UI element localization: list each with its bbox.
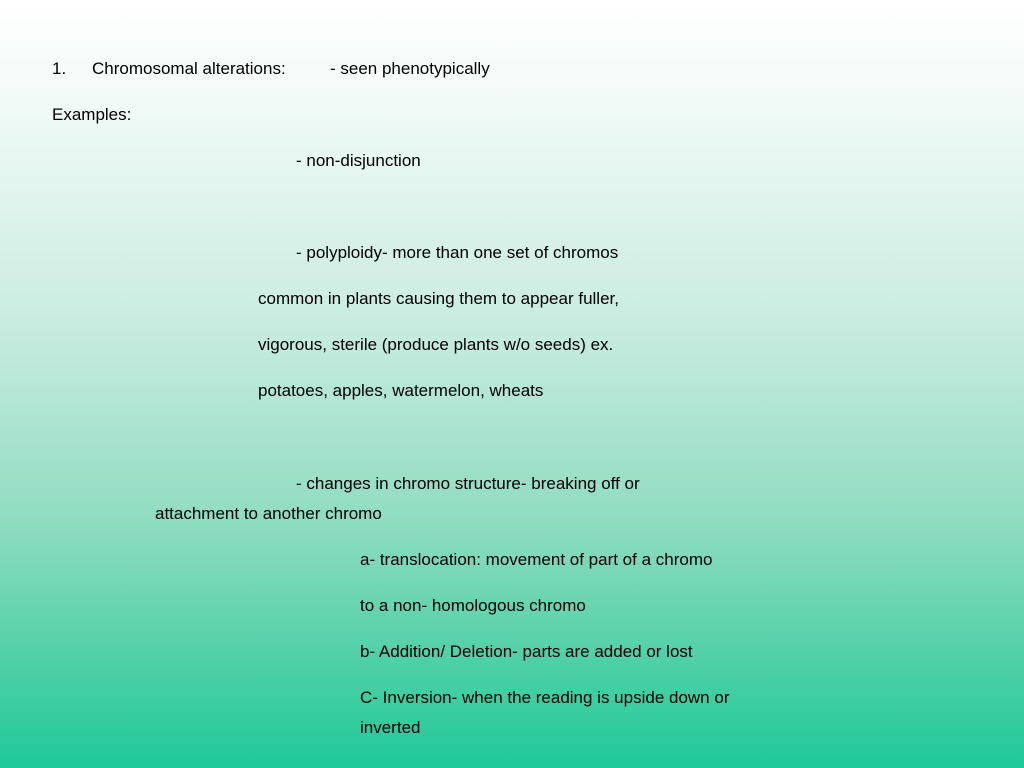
translocation-line-1: a- translocation: movement of part of a chromo bbox=[360, 550, 713, 569]
polyploidy-line-4: potatoes, apples, watermelon, wheats bbox=[258, 381, 544, 400]
chromosomal-alterations-heading: Chromosomal alterations: bbox=[92, 59, 286, 78]
translocation-line-2: to a non- homologous chromo bbox=[360, 596, 586, 615]
polyploidy-line-2: common in plants causing them to appear fuller, bbox=[258, 289, 619, 308]
heading-note: - seen phenotypically bbox=[330, 59, 490, 78]
list-number: 1. bbox=[52, 59, 67, 78]
structure-changes-line-1: - changes in chromo structure- breaking off or bbox=[296, 474, 640, 493]
addition-deletion-line: b- Addition/ Deletion- parts are added or lost bbox=[360, 642, 693, 661]
polyploidy-line-1: - polyploidy- more than one set of chromos bbox=[296, 243, 619, 262]
nondisjunction-line: - non-disjunction bbox=[296, 151, 421, 170]
examples-label: Examples: bbox=[52, 105, 132, 124]
structure-changes-line-2: attachment to another chromo bbox=[155, 504, 382, 523]
inversion-line-2: inverted bbox=[360, 718, 421, 737]
polyploidy-line-3: vigorous, sterile (produce plants w/o seeds) ex. bbox=[258, 335, 614, 354]
inversion-line-1: C- Inversion- when the reading is upside down or bbox=[360, 688, 730, 707]
